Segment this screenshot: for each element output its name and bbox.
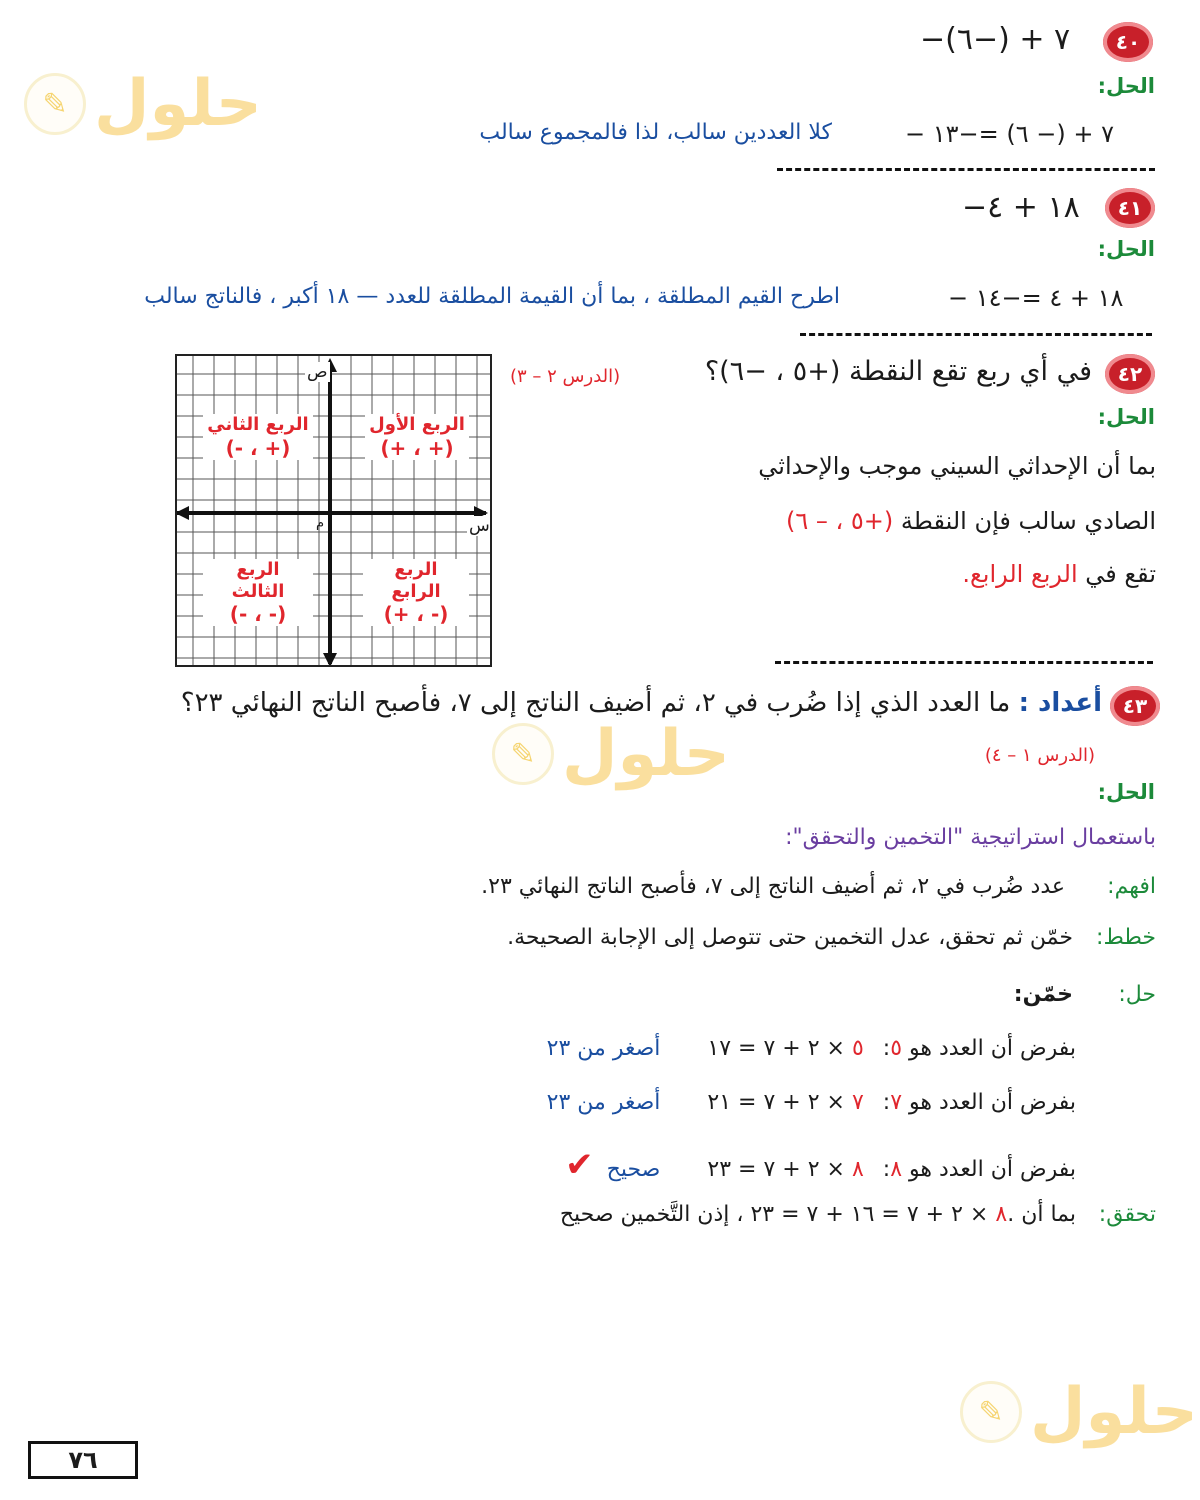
trial-verdict: أصغر من ٢٣: [546, 1036, 661, 1061]
q40-note: كلا العددين سالب، لذا فالمجموع سالب: [479, 120, 832, 145]
trial-calc: × ٢ + ٧ = ٢٣: [707, 1157, 845, 1182]
q42-solution-label: الحل:: [1097, 405, 1155, 429]
quadrant-3-name: الربع الثالث: [231, 559, 285, 602]
quadrant-3-label: [203, 559, 313, 626]
understand-text: عدد ضُرب في ٢، ثم أضيف الناتج إلى ٧، فأصبح الناتج النهائي ٢٣.: [481, 874, 1065, 899]
q43-question: ما العدد الذي إذا ضُرب في ٢، ثم أضيف الناتج إلى ٧، فأصبح الناتج النهائي ٢٣؟: [180, 688, 1011, 718]
plan-text: خمّن ثم تحقق، عدل التخمين حتى تتوصل إلى الإجابة الصحيحة.: [507, 925, 1073, 950]
question-number-42: ٤٢: [1105, 354, 1155, 394]
trial-row: بفرض أن العدد هو ٥: ٥ × ٢ + ٧ = ١٧ أصغر من ٢٣: [546, 1036, 1076, 1061]
solve-label: حل:: [1118, 982, 1156, 1007]
trial-verdict: أصغر من ٢٣: [546, 1090, 661, 1115]
q42-line1: بما أن الإحداثي السيني موجب والإحداثي: [758, 452, 1156, 480]
trial-row: بفرض أن العدد هو ٨: ٨ × ٢ + ٧ = ٢٣ صحيح ✔: [565, 1145, 1076, 1185]
quadrant-2-name: الربع الثاني: [207, 414, 309, 435]
logo-text: حلول: [94, 67, 262, 141]
x-axis-left-arrow: [175, 506, 189, 520]
logo-icon: ✎: [978, 1394, 1004, 1430]
logo-text: حلول: [562, 717, 730, 791]
trial-row: بفرض أن العدد هو ٧: ٧ × ٢ + ٧ = ٢١ أصغر من ٢٣: [546, 1090, 1076, 1115]
x-axis-label: س: [469, 516, 490, 536]
quadrant-1-name: الربع الأول: [369, 414, 465, 435]
question-number-43: ٤٣: [1110, 686, 1160, 726]
check-text: [560, 1202, 1076, 1227]
question-number-41: ٤١: [1105, 188, 1155, 228]
page-number: ٧٦: [28, 1441, 138, 1479]
q43-strategy: باستعمال استراتيجية "التخمين والتحقق":: [785, 825, 1156, 850]
check-calc: × ٢ + ٧ = ١٦ + ٧ = ٢٣ ، إذن التَّخمين صحيح.: [559, 1202, 1015, 1227]
quadrant-4-label: [363, 559, 469, 626]
check-prefix: بما أن: [1021, 1202, 1076, 1227]
checkmark-icon: ✔: [565, 1145, 594, 1185]
quadrant-2-label: [203, 414, 313, 460]
logo-text: حلول: [1030, 1375, 1198, 1449]
trial-verdict: صحيح: [606, 1157, 661, 1182]
trial-value-calc: ٧: [851, 1090, 864, 1115]
quadrant-2-sign: (- ، +): [225, 435, 291, 460]
q40-solution-label: الحل:: [1097, 74, 1155, 98]
trial-calc: × ٢ + ٧ = ١٧: [707, 1036, 845, 1061]
q42-lesson: (الدرس ٢ – ٣): [510, 366, 621, 387]
trial-prefix: بفرض أن العدد هو: [909, 1036, 1076, 1061]
y-axis-label: ص: [307, 362, 328, 382]
q43-solution-label: الحل:: [1097, 780, 1155, 804]
q42-answer: الربع الرابع.: [962, 560, 1078, 588]
coordinate-grid: [175, 354, 492, 667]
q42-line3: [962, 560, 1156, 588]
trial-value-calc: ٥: [851, 1036, 864, 1061]
quadrant-4-sign: (+ ، -): [383, 602, 449, 627]
logo-icon: ✎: [42, 86, 68, 122]
q40-expression: −٧ + (−٦): [920, 22, 1071, 57]
logo-icon: ✎: [510, 736, 536, 772]
q43-title: أعداد :: [1018, 688, 1102, 718]
quadrant-1-sign: (+ ، +): [380, 435, 454, 460]
q41-expression: −١٨ + ٤: [962, 190, 1080, 225]
trial-calc: × ٢ + ٧ = ٢١: [707, 1090, 845, 1115]
guess-label: خمّن:: [1013, 982, 1073, 1007]
trial-value: ٨: [890, 1157, 903, 1182]
understand-label: افهم:: [1107, 874, 1156, 899]
q41-solution-label: الحل:: [1097, 237, 1155, 261]
trial-prefix: بفرض أن العدد هو: [909, 1157, 1076, 1182]
origin-label: م: [316, 516, 325, 531]
divider: [775, 661, 1153, 664]
divider: [777, 168, 1155, 171]
trial-prefix: بفرض أن العدد هو: [909, 1090, 1076, 1115]
y-axis-down-arrow: [323, 653, 337, 667]
trial-value: ٥: [890, 1036, 903, 1061]
q42-line2-prefix: الصادي سالب فإن النقطة: [900, 507, 1156, 535]
quadrant-3-sign: (- ، -): [229, 602, 287, 627]
question-number-40: ٤٠: [1103, 22, 1153, 62]
q42-line3-prefix: تقع في: [1085, 560, 1156, 588]
quadrant-1-label: [365, 414, 469, 460]
q42-question: في أي ربع تقع النقطة (+٥ ، −٦)؟: [704, 356, 1092, 387]
trial-value: ٧: [890, 1090, 903, 1115]
trial-value-calc: ٨: [851, 1157, 864, 1182]
quadrant-4-name: الربع الرابع: [391, 559, 441, 602]
divider: [800, 333, 1152, 336]
q40-equation: − ٧ + (− ٦) =−١٣: [905, 120, 1114, 148]
q42-line2: [786, 507, 1156, 535]
plan-label: خطط:: [1096, 925, 1156, 950]
watermark-logo-top: [24, 64, 262, 144]
watermark-logo-bottom: [960, 1372, 1198, 1452]
q41-note: اطرح القيم المطلقة ، بما أن القيمة المطلقة للعدد — ١٨ أكبر ، فالناتج سالب: [144, 284, 840, 309]
check-label: تحقق:: [1098, 1202, 1156, 1227]
watermark-logo-middle: [492, 714, 730, 794]
q43-lesson: (الدرس ١ – ٤): [984, 745, 1095, 766]
q43-heading: [181, 688, 1102, 718]
check-value: ٨: [995, 1202, 1008, 1227]
q41-equation: − ١٨ + ٤ =−١٤: [948, 284, 1124, 312]
q42-point: (+٥ ، – ٦): [785, 507, 894, 535]
